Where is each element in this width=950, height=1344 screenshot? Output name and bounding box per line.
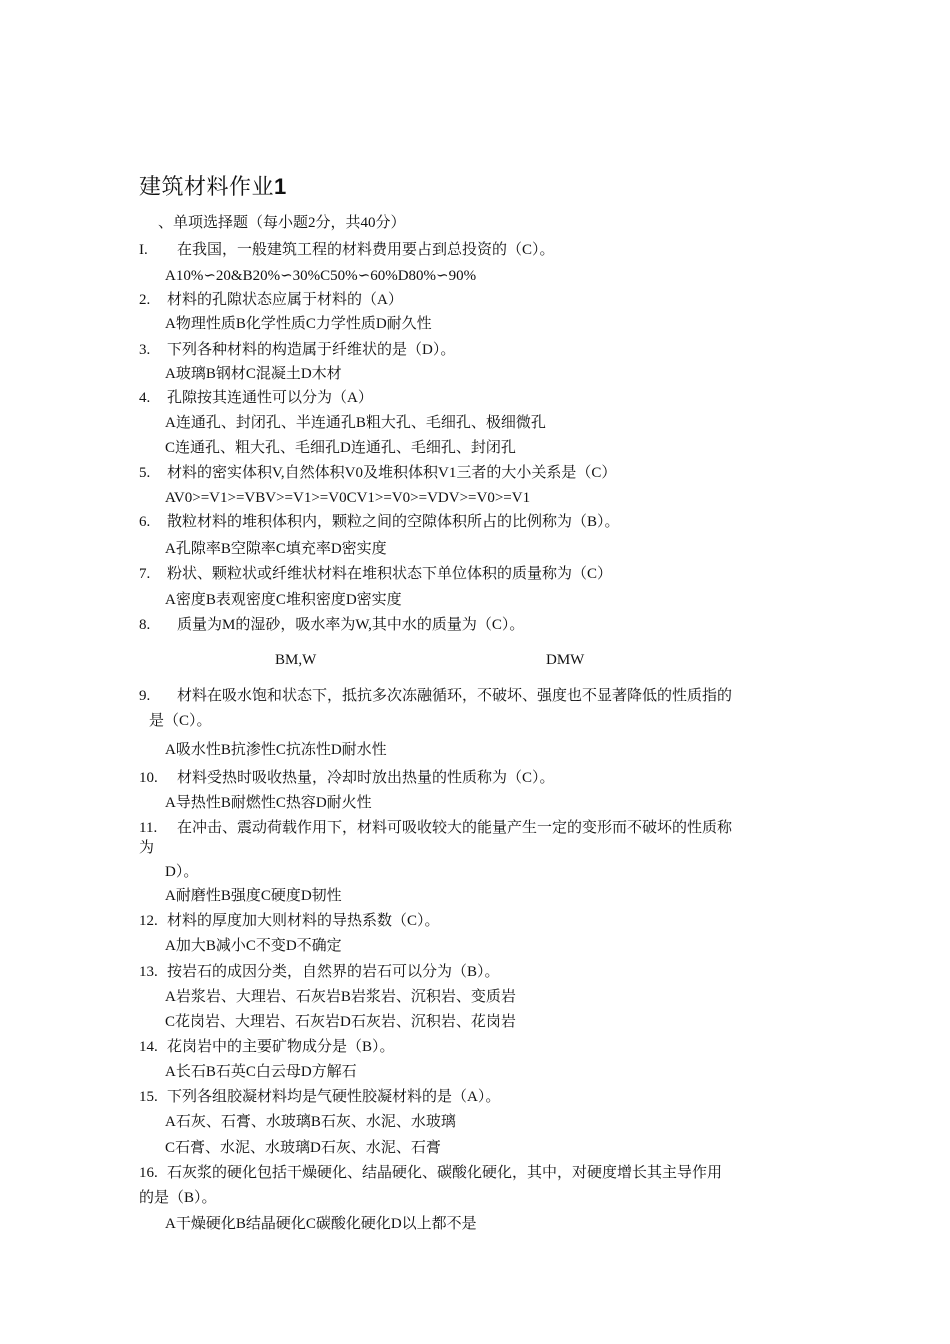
question-4: 4. 孔隙按其连通性可以分为（A） <box>139 390 373 406</box>
question-1-options: A10%∽20&B20%∽30%C50%∽60%D80%∽90% <box>165 268 477 284</box>
question-12-options: A加大B减小C不变D不确定 <box>165 938 342 954</box>
question-16: 16. 石灰浆的硬化包括干燥硬化、结晶硬化、碳酸化硬化，其中，对硬度增长其主导作用 <box>139 1165 723 1181</box>
question-15-options-2: C石膏、水泥、水玻璃D石灰、水泥、石膏 <box>165 1140 441 1156</box>
question-8-formula-b: BM,W <box>275 652 317 668</box>
question-7-options: A密度B表观密度C堆积密度D密实度 <box>165 592 402 608</box>
question-12: 12. 材料的厚度加大则材料的导热系数（C）。 <box>139 913 440 929</box>
question-8-formula-d: DMW <box>546 652 585 668</box>
question-6-options: A孔隙率B空隙率C填充率D密实度 <box>165 541 387 557</box>
question-6: 6. 散粒材料的堆积体积内，颗粒之间的空隙体积所占的比例称为（B）。 <box>139 514 620 530</box>
question-15: 15. 下列各组胶凝材料均是气硬性胶凝材料的是（A）。 <box>139 1089 501 1105</box>
question-13-options-1: A岩浆岩、大理岩、石灰岩B岩浆岩、沉积岩、变质岩 <box>165 989 516 1005</box>
question-7: 7. 粉状、颗粒状或纤维状材料在堆积状态下单位体积的质量称为（C） <box>139 566 613 582</box>
question-8: 8. 质量为M的湿砂，吸水率为W,其中水的质量为（C）。 <box>139 617 525 633</box>
document-title: 建筑材料作业1 <box>139 174 287 199</box>
question-9-options: A吸水性B抗渗性C抗冻性D耐水性 <box>165 742 387 758</box>
question-5: 5. 材料的密实体积V,自然体积V0及堆积体积V1三者的大小关系是（C） <box>139 465 617 481</box>
question-3: 3. 下列各种材料的构造属于纤维状的是（D）。 <box>139 342 456 358</box>
question-11-continued: 为 <box>139 840 155 856</box>
question-11-continued-2: D）。 <box>165 864 199 880</box>
question-14: 14. 花岗岩中的主要矿物成分是（B）。 <box>139 1039 395 1055</box>
question-4-options-1: A连通孔、封闭孔、半连通孔B粗大孔、毛细孔、极细微孔 <box>165 415 546 431</box>
question-16-options: A干燥硬化B结晶硬化C碳酸化硬化D以上都不是 <box>165 1216 477 1232</box>
question-10-options: A导热性B耐燃性C热容D耐火性 <box>165 795 372 811</box>
question-9: 9. 材料在吸水饱和状态下，抵抗多次冻融循环，不破坏、强度也不显著降低的性质指的 <box>139 688 733 704</box>
question-2-options: A物理性质B化学性质C力学性质D耐久性 <box>165 316 432 332</box>
question-4-options-2: C连通孔、粗大孔、毛细孔D连通孔、毛细孔、封闭孔 <box>165 440 516 456</box>
question-9-continued: 是（C）。 <box>149 713 212 729</box>
section-heading: 、单项选择题（每小题2分，共40分） <box>158 215 406 231</box>
question-14-options: A长石B石英C白云母D方解石 <box>165 1064 357 1080</box>
question-1: I. 在我国，一般建筑工程的材料费用要占到总投资的（C）。 <box>139 242 555 258</box>
question-2: 2. 材料的孔隙状态应属于材料的（A） <box>139 292 403 308</box>
question-15-options-1: A石灰、石膏、水玻璃B石灰、水泥、水玻璃 <box>165 1114 456 1130</box>
question-11-options: A耐磨性B强度C硬度D韧性 <box>165 888 342 904</box>
question-13: 13. 按岩石的成因分类，自然界的岩石可以分为（B）。 <box>139 964 500 980</box>
question-13-options-2: C花岗岩、大理岩、石灰岩D石灰岩、沉积岩、花岗岩 <box>165 1014 516 1030</box>
question-16-continued: 的是（B）。 <box>139 1190 217 1206</box>
question-3-options: A玻璃B钢材C混凝土D木材 <box>165 366 342 382</box>
question-10: 10. 材料受热时吸收热量，冷却时放出热量的性质称为（C）。 <box>139 770 555 786</box>
question-5-options: AV0>=V1>=VBV>=V1>=V0CV1>=V0>=VDV>=V0>=V1 <box>165 490 531 506</box>
question-11: 11. 在冲击、震动荷载作用下，材料可吸收较大的能量产生一定的变形而不破坏的性质称 <box>139 820 733 836</box>
